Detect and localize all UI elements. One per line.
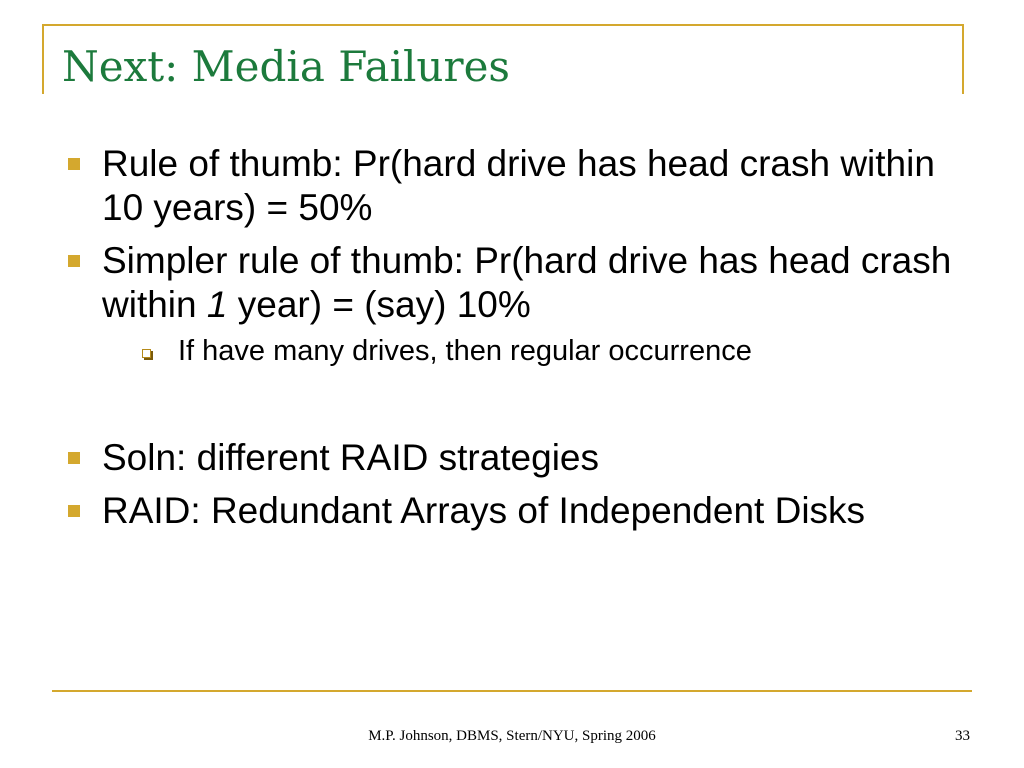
square-bullet-icon (68, 158, 80, 170)
bullet-text-italic: 1 (206, 284, 228, 326)
bullet-raid-definition (62, 489, 972, 533)
title-frame-right-line (962, 24, 964, 94)
sub-bullet-many-drives (102, 334, 972, 369)
bullet-text: Soln: different RAID strategies (102, 437, 600, 479)
slide-body (62, 142, 972, 541)
square-bullet-icon (68, 505, 80, 517)
footer-text: M.P. Johnson, DBMS, Stern/NYU, Spring 2006 (368, 728, 656, 744)
bullet-soln (62, 436, 972, 480)
bullet-text-part-2: year) = (say) 10% (227, 284, 531, 326)
sub-bullet-text: If have many drives, then regular occurrence (178, 334, 752, 367)
bullet-rule-of-thumb (62, 142, 972, 231)
bullet-text: RAID: Redundant Arrays of Independent Disks (102, 489, 866, 531)
spacer (62, 376, 972, 436)
title-frame-left-line (42, 24, 44, 94)
slide-title: Next: Media Failures (62, 42, 510, 91)
title-frame-top-line (42, 24, 964, 26)
footer-divider (52, 690, 972, 692)
bullet-text: Rule of thumb: Pr(hard drive has head crash within 10 years) = 50% (102, 143, 935, 229)
bullet-text-part-1: Simpler rule of thumb: Pr(hard drive has head crash within (102, 239, 952, 326)
hollow-square-bullet-icon (142, 349, 151, 358)
square-bullet-icon (68, 255, 80, 267)
square-bullet-icon (68, 452, 80, 464)
page-number: 33 (955, 728, 970, 744)
bullet-simpler-rule (62, 239, 972, 369)
